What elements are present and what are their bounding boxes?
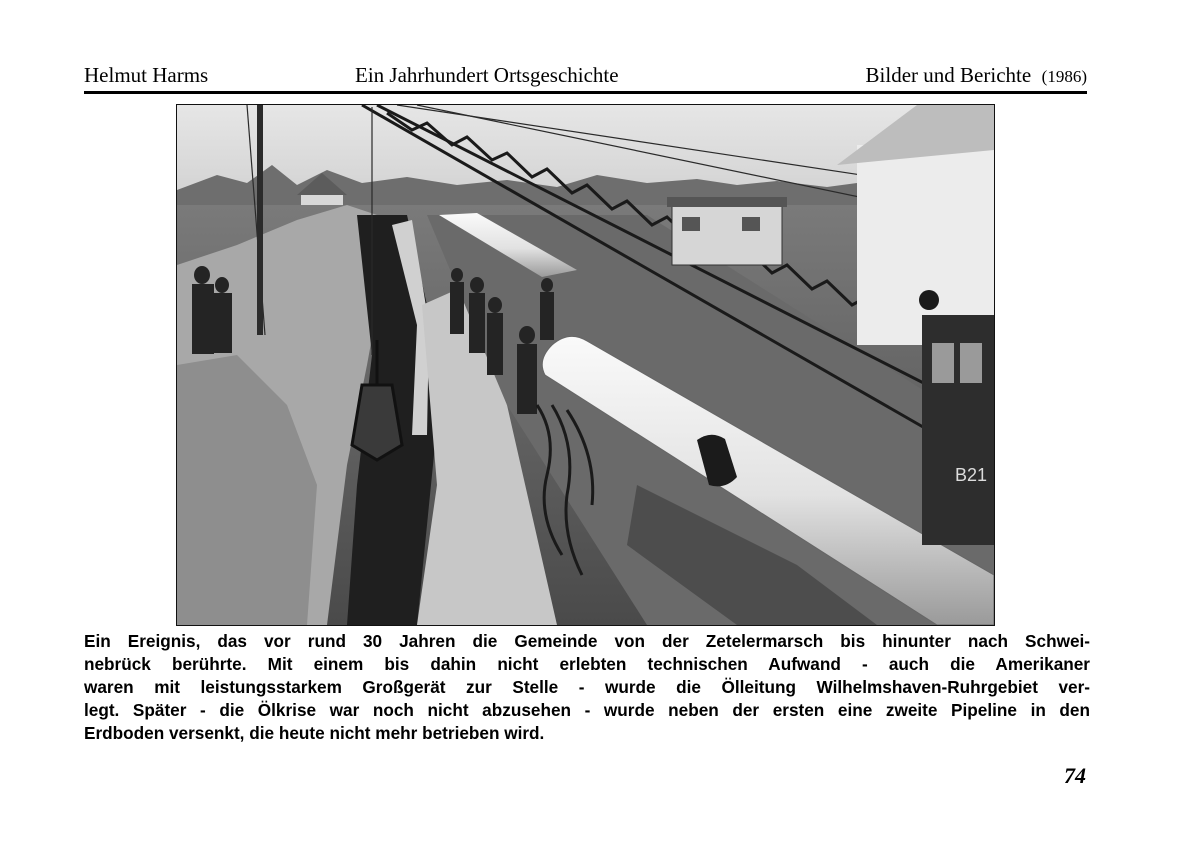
page-header <box>84 60 1087 90</box>
page-number: 74 <box>1064 763 1086 788</box>
header-series-label: Bilder und Berichte <box>865 63 1032 87</box>
caption-line: legt. Später - die Ölkrise war noch nicht abzusehen - wurde neben der ersten eine zweite Pipeline in den <box>84 700 1090 720</box>
header-series <box>866 60 1087 92</box>
header-year: (1986) <box>1041 67 1087 86</box>
photo-illustration <box>177 105 994 625</box>
photo-caption <box>84 630 1090 745</box>
caption-line: waren mit leistungsstarkem Großgerät zur Stelle - wurde die Ölleitung Wilhelmshaven-Ruhrgebiet ver- <box>84 677 1090 697</box>
pipeline-construction-photo <box>176 104 995 626</box>
caption-line: nebrück berührte. Mit einem bis dahin nicht erlebten technischen Aufwand - auch die Amerikaner <box>84 654 1090 674</box>
header-author: Helmut Harms <box>84 63 209 87</box>
crane-cab-marking: B21 <box>955 465 988 485</box>
header-book-title: Ein Jahrhundert Ortsgeschichte <box>355 63 619 87</box>
caption-line: Ein Ereignis, das vor rund 30 Jahren die Gemeinde von der Zetelermarsch bis hinunter nach Schwei- <box>84 631 1090 651</box>
caption-line: Erdboden versenkt, die heute nicht mehr betrieben wird. <box>84 723 545 743</box>
header-rule <box>84 91 1087 94</box>
